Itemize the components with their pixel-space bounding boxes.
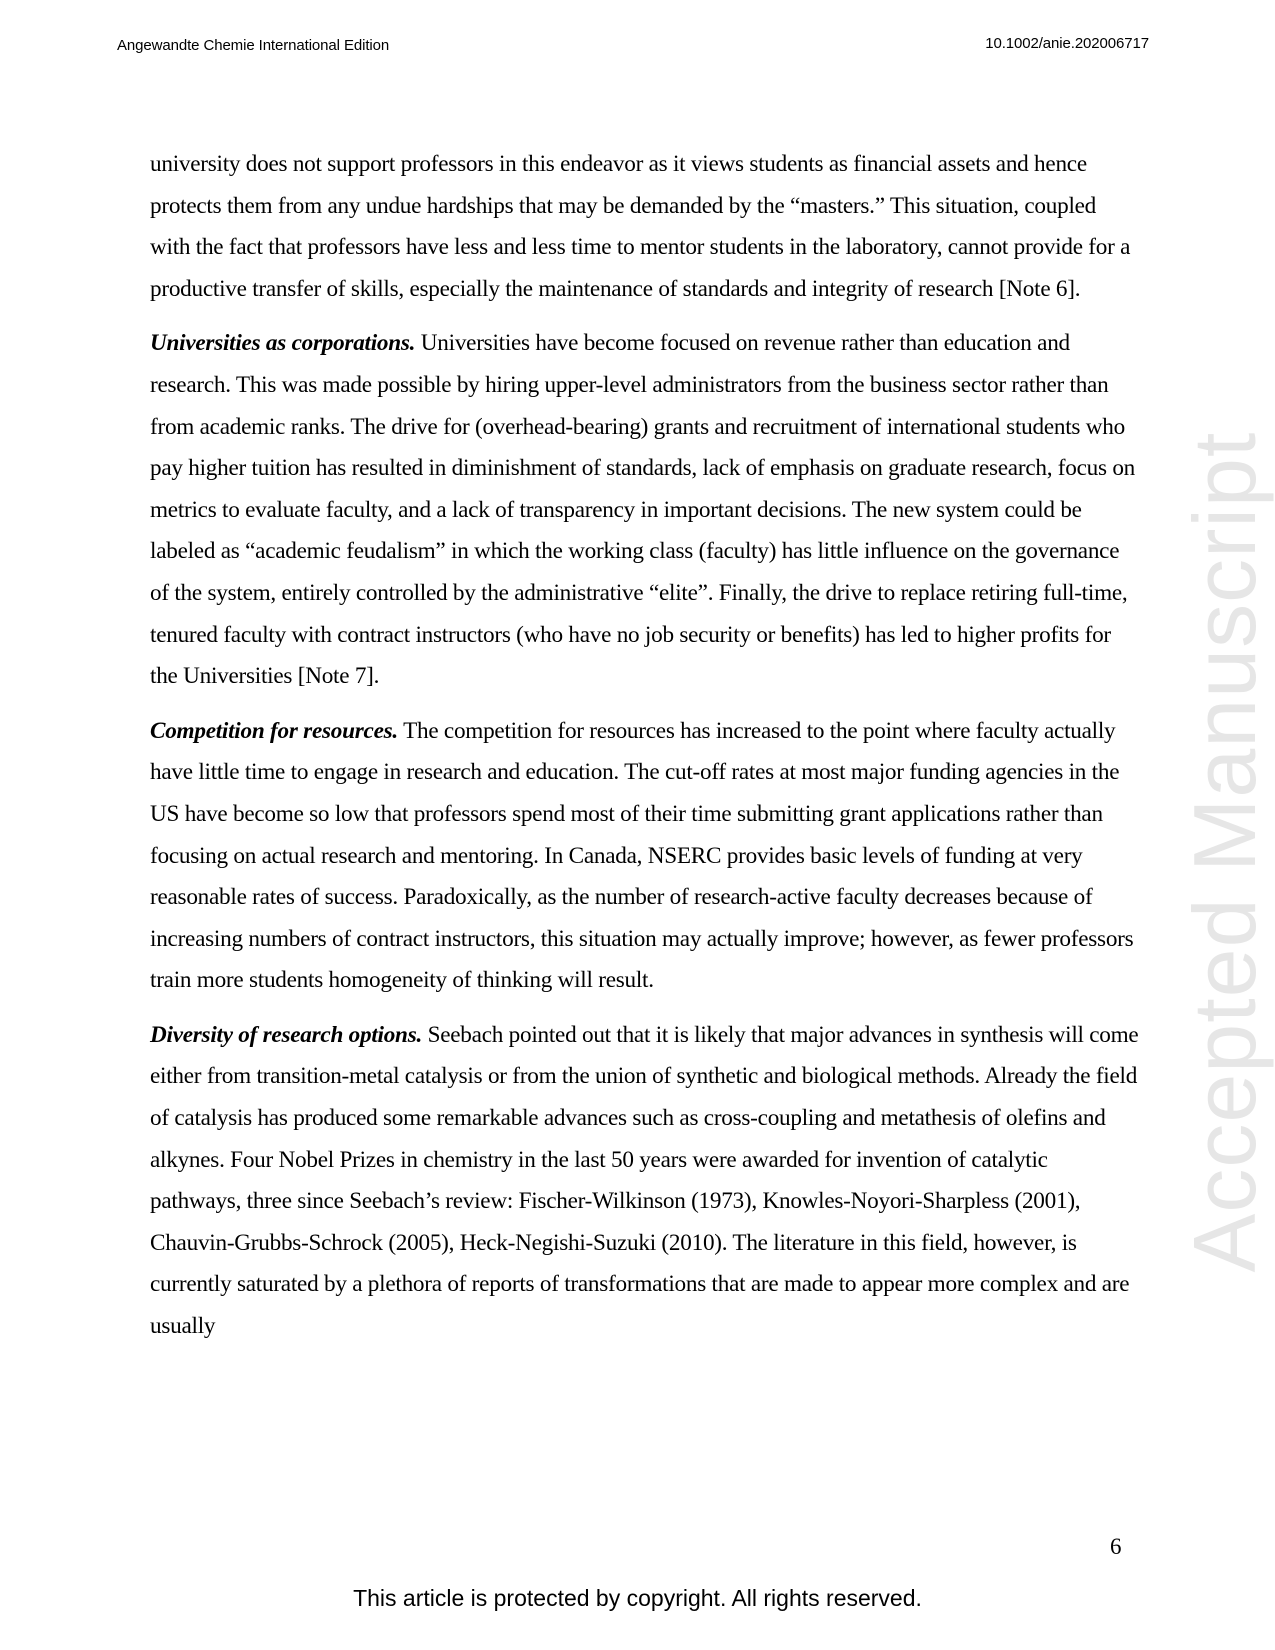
paragraph-text: Seebach pointed out that it is likely that major advances in synthesis will come either from transition-metal catalysis or from the union of synthetic and biological methods. Already the field of catalysis has produced some remarkable advances such as cross-coupling and metathesis of olefins and alkynes. Four Nobel Prizes in chemistry in the last 50 years were awarded for invention of catalytic pathways, three since Seebach’s review: Fischer-Wilkinson (1973), Knowles-Noyori-Sharpless (2001), Chauvin-Grubbs-Schrock (2005), Heck-Negishi-Suzuki (2010). The literature in this field, however, is currently saturated by a plethora of reports of transformations that are made to appear more complex and are usually bbox=[150, 1021, 1139, 1340]
paragraph-lead: Competition for resources. bbox=[150, 717, 398, 744]
article-body bbox=[150, 144, 1140, 1361]
paragraph-diversity-of-research-options bbox=[150, 1015, 1140, 1348]
paragraph-text: Universities have become focused on revenue rather than education and research. This was made possible by hiring upper-level administrators from the business sector rather than from academic ranks. The drive for (overhead-bearing) grants and recruitment of international students who pay higher tuition has resulted in diminishment of standards, lack of emphasis on graduate research, focus on metrics to evaluate faculty, and a lack of transparency in important decisions. The new system could be labeled as “academic feudalism” in which the working class (faculty) has little influence on the governance of the system, entirely controlled by the administrative “elite”. Finally, the drive to replace retiring full-time, tenured faculty with contract instructors (who have no job security or benefits) has led to higher profits for the Universities [Note 7]. bbox=[150, 330, 1136, 690]
accepted-manuscript-watermark: Accepted Manuscript bbox=[1175, 431, 1274, 1273]
journal-title: Angewandte Chemie International Edition bbox=[117, 37, 390, 54]
paragraph-universities-as-corporations bbox=[150, 323, 1140, 697]
paragraph-text: university does not support professors in this endeavor as it views students as financial assets and hence protects them from any undue hardships that may be demanded by the “masters.” This situation, coupled with the fact that professors have less and less time to mentor students in the laboratory, cannot provide for a productive transfer of skills, especially the maintenance of standards and integrity of research [Note 6]. bbox=[150, 151, 1131, 302]
doi: 10.1002/anie.202006717 bbox=[985, 35, 1149, 52]
paragraph-lead: Universities as corporations. bbox=[150, 330, 416, 357]
paragraph-competition-for-resources bbox=[150, 711, 1140, 1002]
copyright-footer: This article is protected by copyright. All rights reserved. bbox=[353, 1585, 922, 1611]
paragraph-lead: Diversity of research options. bbox=[150, 1021, 423, 1048]
page-number: 6 bbox=[1110, 1534, 1122, 1559]
paragraph-text: The competition for resources has increased to the point where faculty actually have little time to engage in research and education. The cut-off rates at most major funding agencies in the US have become so low that professors spend most of their time submitting grant applications rather than focusing on actual research and mentoring. In Canada, NSERC provides basic levels of funding at very reasonable rates of success. Paradoxically, as the number of research-active faculty decreases because of increasing numbers of contract instructors, this situation may actually improve; however, as fewer professors train more students homogeneity of thinking will result. bbox=[150, 717, 1134, 994]
paragraph bbox=[150, 144, 1140, 310]
